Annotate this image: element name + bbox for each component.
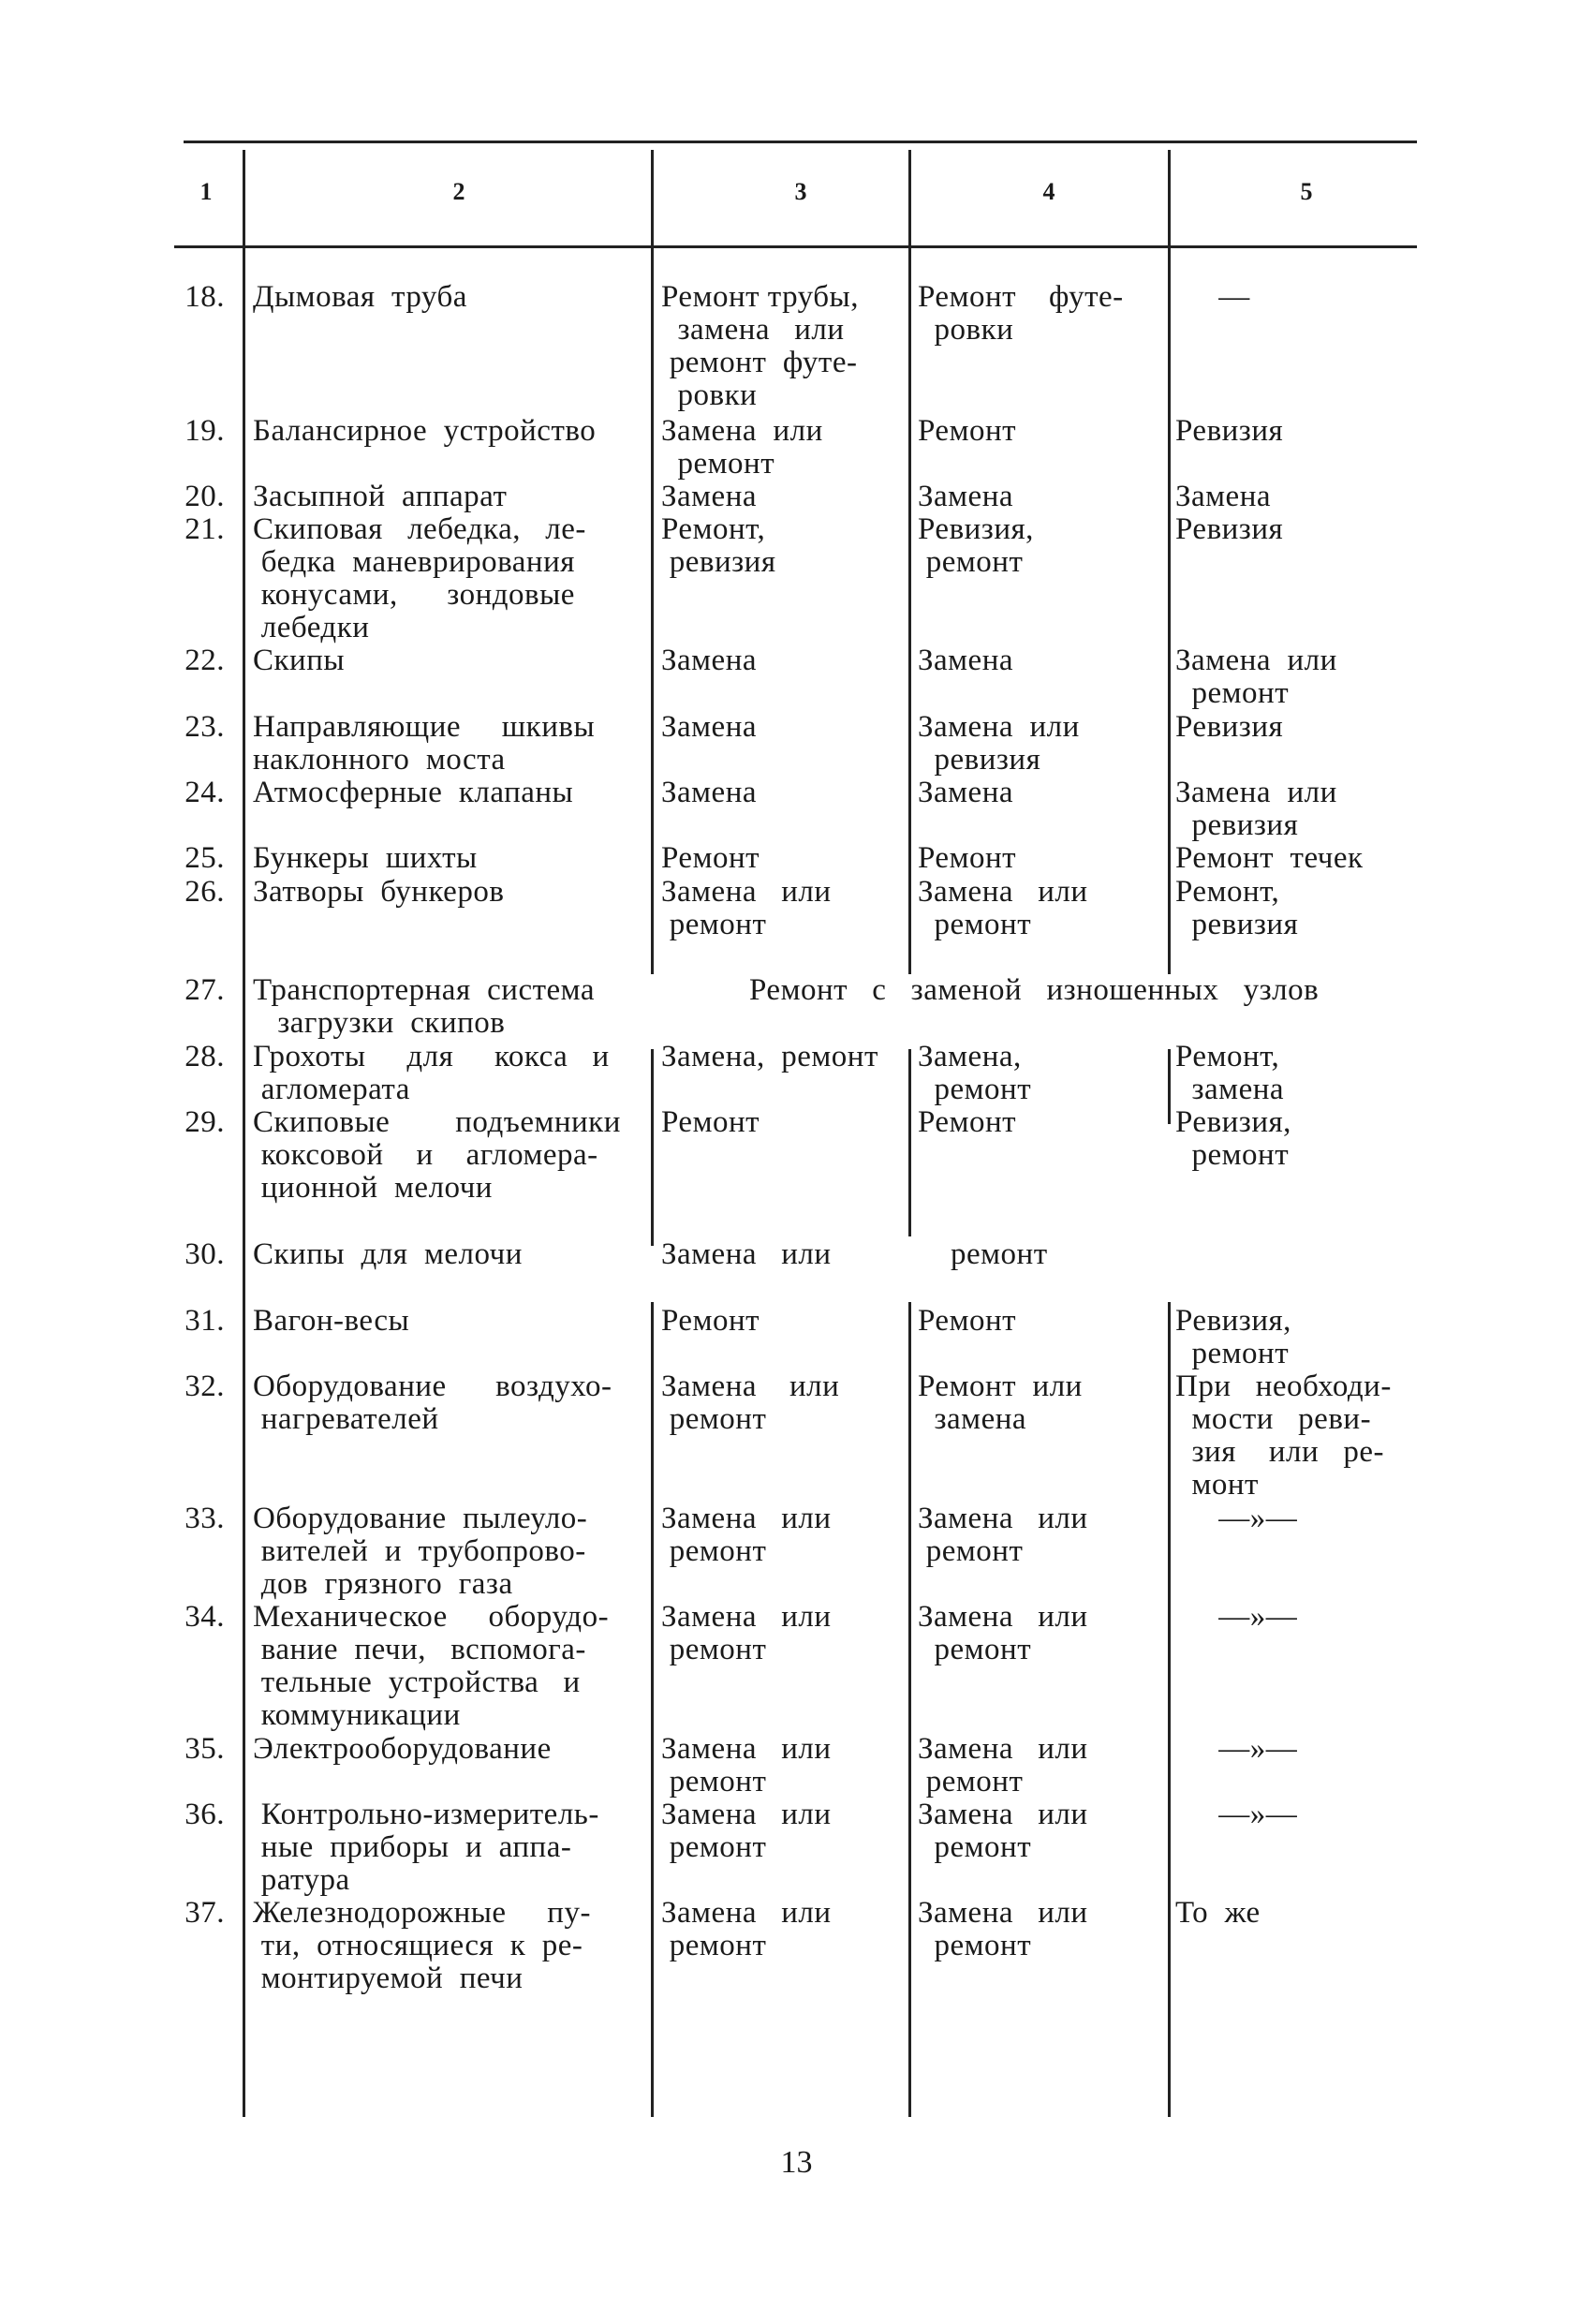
row-number: 19. [184, 414, 225, 448]
row-col4: Ремонт [918, 1105, 1017, 1139]
row-number: 23. [184, 710, 225, 744]
row-col4: Замена, ремонт [918, 1040, 1032, 1106]
row-col4: Ремонт футе- ровки [918, 280, 1124, 347]
row-col3: Замена или ремонт [661, 414, 823, 481]
row-col3: Замена или ремонт [661, 1600, 832, 1666]
row-item-name: Транспортерная система загрузки скипов [253, 973, 595, 1040]
row-number: 29. [184, 1105, 225, 1139]
row-col4: Замена [918, 776, 1014, 809]
table-header-rule [174, 245, 1417, 248]
row-number: 21. [184, 512, 225, 546]
row-col4: Замена [918, 644, 1014, 677]
row-col3: Ремонт трубы, замена или ремонт футе- ровки [661, 280, 859, 412]
header-col-1: 1 [199, 178, 213, 205]
row-col4: Замена или ремонт [918, 1732, 1088, 1799]
row-item-name: Электрооборудование [253, 1732, 552, 1766]
row-col4: Замена или ремонт [918, 1502, 1088, 1568]
row-spanning-note: Ремонт с заменой изношенных узлов [749, 973, 1320, 1007]
row-col3: Замена [661, 710, 758, 744]
row-col3: Замена или ремонт [661, 1369, 840, 1436]
row-item-name: Железнодорожные пу- ти, относящиеся к ре- монтируемой печи [253, 1896, 591, 1995]
col-divider-2-mid [651, 1049, 654, 1246]
table-top-rule [184, 141, 1417, 143]
row-number: 36. [184, 1798, 225, 1831]
row-col3: Ремонт [661, 1304, 760, 1338]
row-col5: Ревизия, ремонт [1175, 1105, 1291, 1172]
row-col4: Замена или ремонт [918, 875, 1088, 941]
row-col5: Ревизия [1175, 512, 1284, 546]
row-number: 27. [184, 973, 225, 1007]
row-item-name: Бункеры шихты [253, 841, 478, 875]
row-col5: Замена или ревизия [1175, 776, 1337, 842]
row-number: 37. [184, 1896, 225, 1930]
row-item-name: Затворы бункеров [253, 875, 505, 909]
row-col3: Замена [661, 776, 758, 809]
header-col-4: 4 [1042, 178, 1055, 205]
row-col3: Замена или ремонт [661, 1502, 832, 1568]
row-col3: Ремонт, ревизия [661, 512, 776, 579]
col-divider-4-top [1168, 150, 1171, 974]
row-col3: Замена или ремонт [661, 1798, 832, 1864]
row-col5: —»— [1194, 1600, 1298, 1634]
row-col4: Замена или ремонт [918, 1600, 1088, 1666]
row-col3: Замена или ремонт [661, 875, 832, 941]
row-col4: Замена или ревизия [918, 710, 1080, 777]
row-number: 26. [184, 875, 225, 909]
row-item-name: Засыпной аппарат [253, 480, 508, 513]
row-col5: Ревизия [1175, 710, 1284, 744]
page-number: 13 [780, 2145, 813, 2180]
row-number: 20. [184, 480, 225, 513]
row-number: 18. [184, 280, 225, 314]
row-number: 34. [184, 1600, 225, 1634]
row-col5: Ремонт, ревизия [1175, 875, 1299, 941]
row-col4: ремонт [918, 1237, 1048, 1271]
row-col4: Замена или ремонт [918, 1798, 1088, 1864]
row-col5: При необходи- мости реви- зия или ре- монт [1175, 1369, 1392, 1502]
row-number: 35. [184, 1732, 225, 1766]
row-col5: То же [1175, 1896, 1261, 1930]
row-item-name: Вагон-весы [253, 1304, 410, 1338]
row-col3: Замена или ремонт [661, 1896, 832, 1962]
row-number: 28. [184, 1040, 225, 1073]
row-number: 22. [184, 644, 225, 677]
row-number: 33. [184, 1502, 225, 1535]
row-number: 31. [184, 1304, 225, 1338]
row-col5: Замена [1175, 480, 1272, 513]
row-col5: —»— [1194, 1732, 1298, 1766]
row-item-name: Атмосферные клапаны [253, 776, 574, 809]
row-col3: Замена [661, 644, 758, 677]
row-col5: Замена или ремонт [1175, 644, 1337, 710]
col-divider-3-top [908, 150, 911, 974]
row-col4: Ремонт или замена [918, 1369, 1083, 1436]
header-col-3: 3 [794, 178, 807, 205]
row-col3: Замена, ремонт [661, 1040, 878, 1073]
row-item-name: Оборудование воздухо- нагревателей [253, 1369, 612, 1436]
row-number: 25. [184, 841, 225, 875]
row-col4: Замена или ремонт [918, 1896, 1088, 1962]
header-col-2: 2 [452, 178, 465, 205]
row-number: 24. [184, 776, 225, 809]
row-item-name: Оборудование пылеуло- вителей и трубопрово- дов грязного газа [253, 1502, 588, 1601]
row-col5: Ревизия [1175, 414, 1284, 448]
row-col5: Ремонт течек [1175, 841, 1364, 875]
row-col4: Замена [918, 480, 1014, 513]
row-col4: Ревизия, ремонт [918, 512, 1034, 579]
row-col4: Ремонт [918, 414, 1017, 448]
row-item-name: Балансирное устройство [253, 414, 597, 448]
row-item-name: Механическое оборудо- вание печи, вспомога- тельные устройства и коммуникации [253, 1600, 610, 1732]
header-col-5: 5 [1300, 178, 1313, 205]
row-item-name: Направляющие шкивы наклонного моста [253, 710, 596, 777]
row-item-name: Скиповая лебедка, ле- бедка маневрирования конусами, зондовые лебедки [253, 512, 586, 644]
col-divider-4-mid [1168, 1049, 1171, 1124]
row-col3: Замена или ремонт [661, 1732, 832, 1799]
col-divider-3-mid [908, 1049, 911, 1236]
row-col3: Замена или [661, 1237, 832, 1271]
row-item-name: Контрольно-измеритель- ные приборы и аппа- ратура [260, 1798, 599, 1897]
row-col3: Ремонт [661, 841, 760, 875]
row-item-name: Скиповые подъемники коксовой и агломера- ционной мелочи [253, 1105, 621, 1205]
row-col5: — [1194, 280, 1250, 314]
row-col5: Ремонт, замена [1175, 1040, 1285, 1106]
row-col4: Ремонт [918, 1304, 1017, 1338]
row-item-name: Грохоты для кокса и агломерата [253, 1040, 610, 1106]
row-col3: Ремонт [661, 1105, 760, 1139]
row-item-name: Дымовая труба [253, 280, 467, 314]
row-number: 30. [184, 1237, 225, 1271]
col-divider-1 [243, 150, 245, 2117]
row-item-name: Скипы [253, 644, 346, 677]
col-divider-4-bot [1168, 1302, 1171, 2117]
row-col5: —»— [1194, 1798, 1298, 1831]
row-col4: Ремонт [918, 841, 1017, 875]
col-divider-3-bot [908, 1302, 911, 2117]
row-col5: Ревизия, ремонт [1175, 1304, 1291, 1370]
row-col5: —»— [1194, 1502, 1298, 1535]
row-item-name: Скипы для мелочи [253, 1237, 523, 1271]
row-col3: Замена [661, 480, 758, 513]
row-number: 32. [184, 1369, 225, 1403]
col-divider-2-bot [651, 1302, 654, 2117]
col-divider-2-top [651, 150, 654, 974]
